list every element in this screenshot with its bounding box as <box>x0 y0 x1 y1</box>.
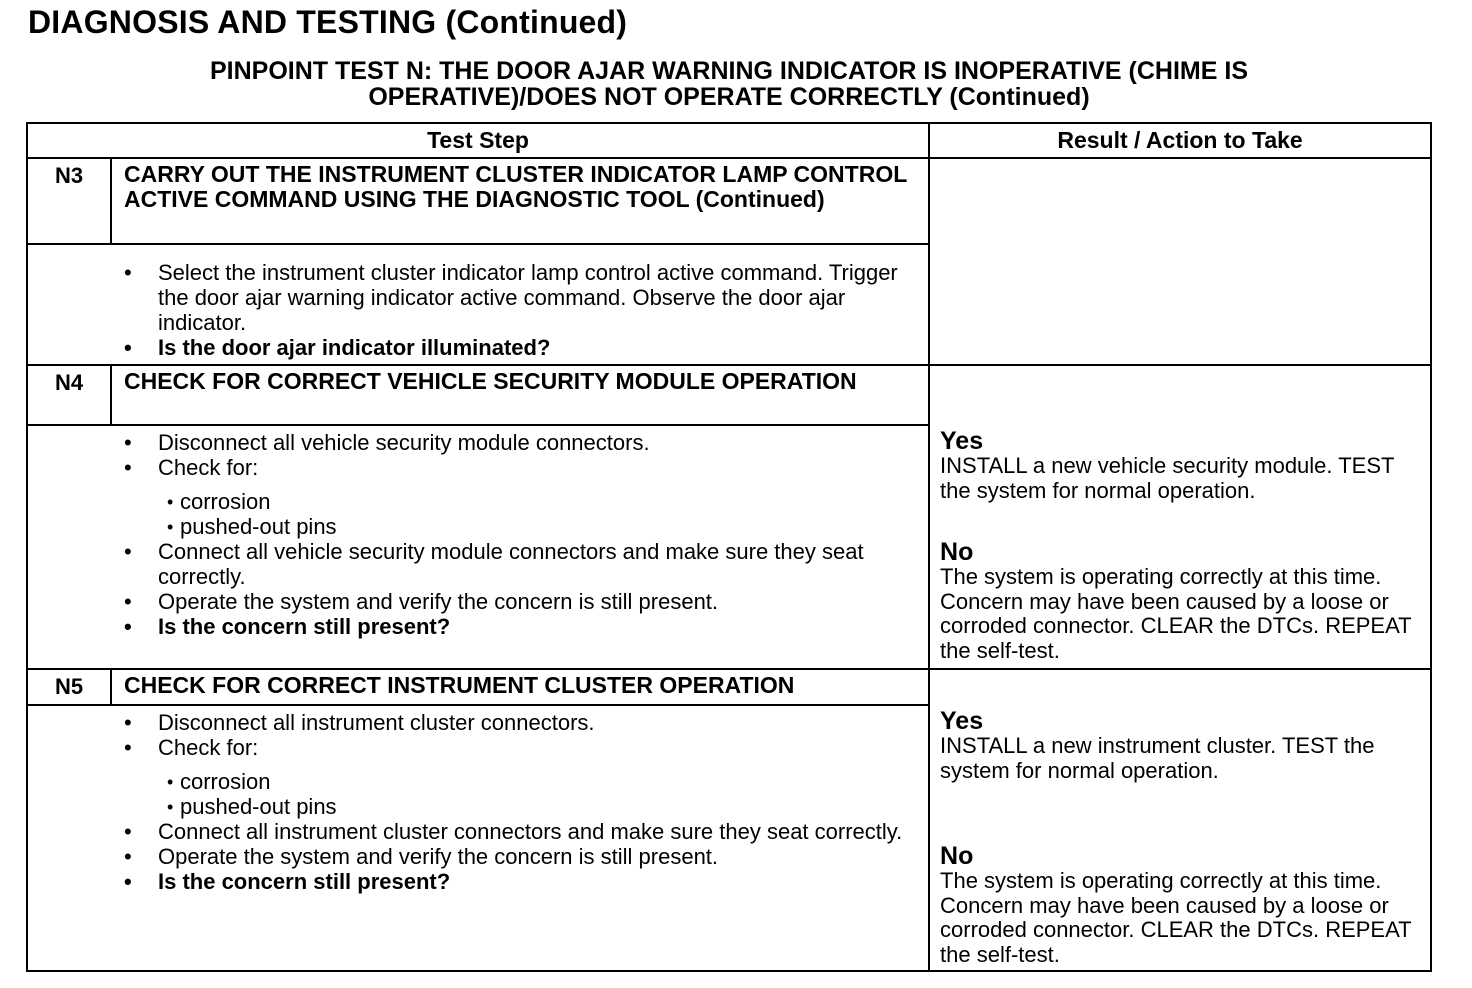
step-row-n3-title <box>27 158 1431 244</box>
result-yes-text-n5: INSTALL a new instrument cluster. TEST the system for normal operation. <box>940 733 1375 783</box>
list-item: • Is the door ajar indicator illuminated? <box>28 335 918 360</box>
step-list-n4-cont <box>28 539 918 639</box>
step-id-n3: N3 <box>27 158 111 244</box>
pinpoint-test-table <box>26 122 1432 972</box>
step-title-n3: CARRY OUT THE INSTRUMENT CLUSTER INDICATOR LAMP CONTROL ACTIVE COMMAND USING THE DIAGNOSTIC TOOL (Continued) <box>111 158 929 244</box>
check-for-label: Check for: <box>158 455 259 480</box>
table-header-row <box>27 123 1431 158</box>
step-title-n4: CHECK FOR CORRECT VEHICLE SECURITY MODULE OPERATION <box>111 365 929 425</box>
result-no-text-n4: The system is operating correctly at this time. Concern may have been caused by a loose or corroded connector. CLEAR the DTCs. REPEAT the self-test. <box>940 564 1412 663</box>
step-id-n5: N5 <box>27 669 111 705</box>
result-yes-label-n4: Yes <box>940 427 984 455</box>
check-for-label: Check for: <box>158 735 259 760</box>
result-no-text-n5: The system is operating correctly at this time. Concern may have been caused by a loose or corroded connector. CLEAR the DTCs. REPEAT the self-test. <box>940 868 1412 967</box>
step-list-n5 <box>28 710 918 760</box>
list-item: • Disconnect all instrument cluster connectors. <box>28 710 918 735</box>
column-header-result: Result / Action to Take <box>929 123 1431 158</box>
step-body-n3 <box>27 244 929 365</box>
list-item: • pushed-out pins <box>28 515 918 540</box>
list-item <box>28 455 918 480</box>
step-row-n5-title <box>27 669 1431 705</box>
step-id-n4: N4 <box>27 365 111 425</box>
step-body-n5 <box>27 705 929 971</box>
step-list-n3 <box>28 260 918 360</box>
step-title-n5: CHECK FOR CORRECT INSTRUMENT CLUSTER OPERATION <box>111 669 929 705</box>
pinpoint-test-title-line2: OPERATIVE)/DOES NOT OPERATE CORRECTLY (Continued) <box>368 83 1090 111</box>
result-yes-label-n5: Yes <box>940 707 984 735</box>
check-list-n5 <box>28 770 918 819</box>
page-heading: DIAGNOSIS AND TESTING (Continued) <box>28 4 628 40</box>
result-yes-text-n4: INSTALL a new vehicle security module. TEST the system for normal operation. <box>940 453 1395 503</box>
list-item: • Operate the system and verify the concern is still present. <box>28 589 918 614</box>
list-item: • Connect all instrument cluster connectors and make sure they seat correctly. <box>28 819 918 844</box>
list-item: • Select the instrument cluster indicator lamp control active command. Trigger the door ajar warning indicator active command. Observe the door ajar indicator. <box>28 260 918 335</box>
list-item: • pushed-out pins <box>28 795 918 820</box>
list-item: • Connect all vehicle security module connectors and make sure they seat correctly. <box>28 539 918 589</box>
result-no-label-n4: No <box>940 538 974 566</box>
list-item: • corrosion <box>28 770 918 795</box>
step-row-n4-title <box>27 365 1431 425</box>
check-list-n4 <box>28 490 918 539</box>
pinpoint-test-title-line1: PINPOINT TEST N: THE DOOR AJAR WARNING INDICATOR IS INOPERATIVE (CHIME IS <box>209 57 1248 85</box>
list-item <box>28 735 918 760</box>
list-item: • Is the concern still present? <box>28 614 918 639</box>
step-list-n4 <box>28 430 918 480</box>
list-item: • corrosion <box>28 490 918 515</box>
result-no-label-n5: No <box>940 842 974 870</box>
result-cell-n5 <box>929 669 1431 971</box>
pinpoint-test-title <box>28 58 1430 110</box>
list-item: • Disconnect all vehicle security module connectors. <box>28 430 918 455</box>
list-item: • Is the concern still present? <box>28 869 918 894</box>
result-cell-n4 <box>929 365 1431 669</box>
step-body-n4 <box>27 425 929 669</box>
column-header-test-step: Test Step <box>27 123 929 158</box>
list-item: • Operate the system and verify the concern is still present. <box>28 844 918 869</box>
step-list-n5-cont <box>28 819 918 894</box>
result-cell-n3 <box>929 158 1431 365</box>
